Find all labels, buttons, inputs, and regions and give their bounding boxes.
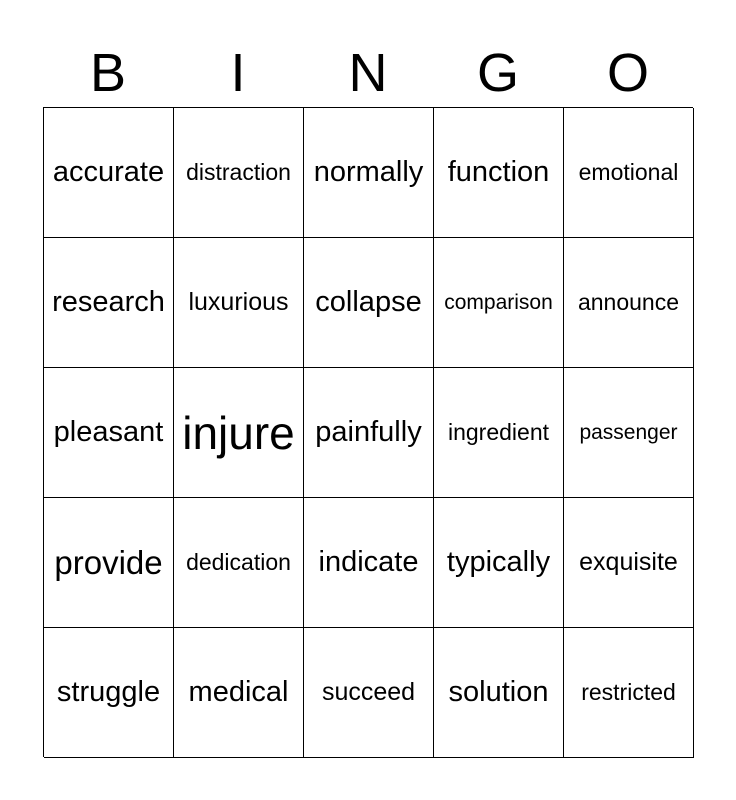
bingo-cell[interactable]: research [44, 238, 174, 368]
bingo-cell[interactable]: collapse [304, 238, 434, 368]
bingo-cell[interactable]: passenger [564, 368, 694, 498]
bingo-cell[interactable]: emotional [564, 108, 694, 238]
header-letter-o: O [606, 43, 649, 103]
header-letter-b: B [89, 43, 127, 103]
bingo-cell[interactable]: pleasant [44, 368, 174, 498]
bingo-board [43, 107, 693, 757]
bingo-header [43, 40, 693, 106]
bingo-cell[interactable]: accurate [44, 108, 174, 238]
bingo-cell[interactable]: comparison [434, 238, 564, 368]
bingo-cell[interactable]: dedication [174, 498, 304, 628]
bingo-cell[interactable]: normally [304, 108, 434, 238]
bingo-cell[interactable]: luxurious [174, 238, 304, 368]
bingo-cell[interactable]: struggle [44, 628, 174, 758]
bingo-cell[interactable]: announce [564, 238, 694, 368]
bingo-cell[interactable]: provide [44, 498, 174, 628]
header-letter-n: N [348, 43, 388, 103]
bingo-cell[interactable]: solution [434, 628, 564, 758]
bingo-cell[interactable]: indicate [304, 498, 434, 628]
bingo-cell[interactable]: ingredient [434, 368, 564, 498]
bingo-cell[interactable]: typically [434, 498, 564, 628]
bingo-cell[interactable]: succeed [304, 628, 434, 758]
bingo-cell[interactable]: distraction [174, 108, 304, 238]
bingo-cell[interactable]: restricted [564, 628, 694, 758]
bingo-cell[interactable]: painfully [304, 368, 434, 498]
header-letter-g: G [476, 43, 519, 103]
bingo-cell[interactable]: function [434, 108, 564, 238]
header-letter-i: I [230, 43, 246, 103]
bingo-cell[interactable]: medical [174, 628, 304, 758]
bingo-cell[interactable]: injure [174, 368, 304, 498]
bingo-cell[interactable]: exquisite [564, 498, 694, 628]
